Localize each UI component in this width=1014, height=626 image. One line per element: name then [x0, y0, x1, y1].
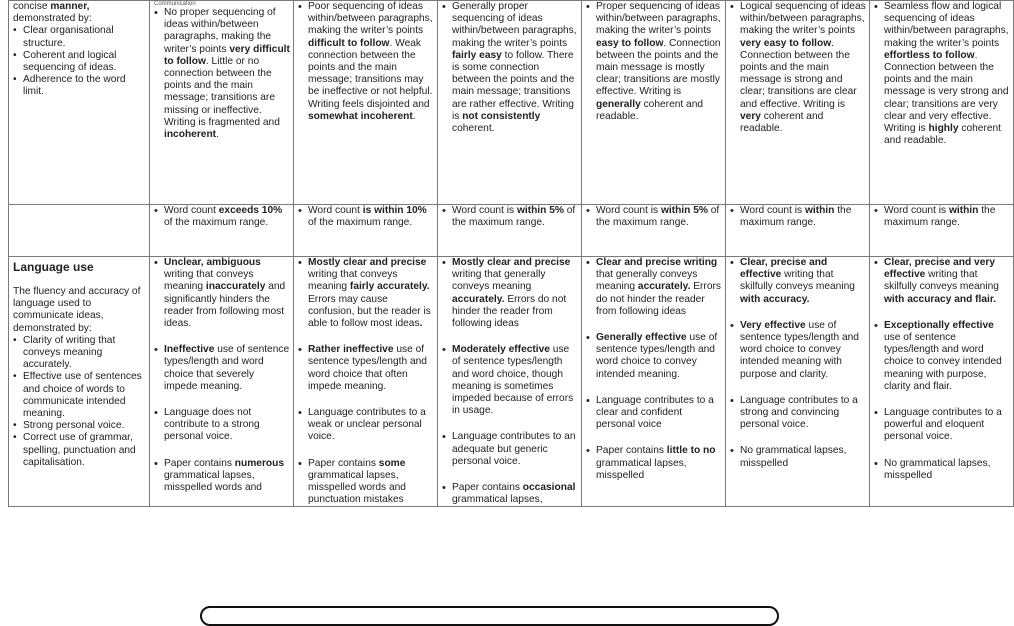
- sentence-descriptor: • Exceptionally effective use of sentence types/length and word choice to convey intended meaning with purpose, clarity and flair.: [874, 320, 1010, 393]
- criterion-point: • Strong personal voice.: [13, 420, 146, 432]
- voice-descriptor: • Language contributes to a powerful and eloquent personal voice.: [874, 407, 1010, 444]
- criterion-point: • Clarity of writing that conveys meaning accurately.: [13, 335, 146, 372]
- language-band-4: [582, 257, 726, 507]
- sentence-descriptor: • Very effective use of sentence types/length and word choice to convey intended meaning with purpose and clarity.: [730, 320, 866, 381]
- language-band-2: [294, 257, 438, 507]
- sequencing-descriptor: • No proper sequencing of ideas within/between paragraphs, making the writer’s points very difficult to follow. Little or no connection between the points and the main message; transitions are missing or ineffective. Writing is fragmented and incoherent.: [154, 7, 290, 141]
- clarity-descriptor: • Mostly clear and precise writing that generally conveys meaning accurately. Errors do not hinder the reader from following ideas: [442, 257, 578, 330]
- organisation-band-4: [582, 1, 726, 205]
- grammar-descriptor: • Paper contains some grammatical lapses, misspelled words and punctuation mistakes: [298, 458, 434, 507]
- word-count-band-5: [726, 205, 870, 257]
- word-count-band-4: [582, 205, 726, 257]
- organisation-criterion-list: [13, 25, 146, 98]
- word-count-row: [9, 205, 1014, 257]
- voice-descriptor: • Language contributes to a weak or unclear personal voice.: [298, 407, 434, 444]
- word-count-band-2: [294, 205, 438, 257]
- word-count-descriptor: • Word count exceeds 10% of the maximum range.: [154, 205, 290, 229]
- criterion-intro: concise manner,: [13, 1, 90, 12]
- word-count-band-6: [870, 205, 1014, 257]
- organisation-band-5: [726, 1, 870, 205]
- language-criterion-title: Language use: [13, 260, 94, 274]
- clarity-descriptor: • Clear and precise writing that generally conveys meaning accurately. Errors do not hinder the reader from following ideas: [586, 257, 722, 318]
- language-row: [9, 257, 1014, 507]
- sentence-descriptor: • Moderately effective use of sentence types/length and word choice, though meaning is sometimes impeded because of errors in usage.: [442, 344, 578, 417]
- word-count-criterion-cell: [9, 205, 150, 257]
- sequencing-descriptor: • Seamless flow and logical sequencing of ideas within/between paragraphs, making the writer’s points effortless to follow. Connection between the points and the main message is very strong and clear; transitions are very clear and very effective. Writing is highly coherent and readable.: [874, 1, 1010, 147]
- sentence-descriptor: • Rather ineffective use of sentence types/length and word choice that often impede meaning.: [298, 344, 434, 393]
- organisation-band-1: [150, 1, 294, 205]
- rubric-table: [8, 0, 1014, 507]
- language-band-5: [726, 257, 870, 507]
- organisation-band-3: [438, 1, 582, 205]
- language-band-1: [150, 257, 294, 507]
- clarity-descriptor: • Clear, precise and effective writing that skilfully conveys meaning with accuracy.: [730, 257, 866, 306]
- voice-descriptor: • Language contributes to a clear and confident personal voice: [586, 395, 722, 432]
- criterion-intro-2: demonstrated by:: [13, 13, 92, 25]
- grammar-descriptor: • Paper contains little to no grammatical lapses, misspelled: [586, 445, 722, 482]
- word-count-descriptor: • Word count is within 10% of the maximum range.: [298, 205, 434, 229]
- criterion-point: • Effective use of sentences and choice of words to communicate intended meaning.: [13, 371, 146, 420]
- language-criterion-description: The fluency and accuracy of language used to communicate ideas, demonstrated by:: [13, 286, 141, 334]
- grammar-descriptor: • No grammatical lapses, misspelled: [730, 445, 866, 469]
- voice-descriptor: • Language does not contribute to a strong personal voice.: [154, 407, 290, 444]
- organisation-band-2: [294, 1, 438, 205]
- organisation-criterion-cell: [9, 1, 150, 205]
- sequencing-descriptor: • Poor sequencing of ideas within/between paragraphs, making the writer’s points difficult to follow. Weak connection between the points and the main message; transitions may be ineffective or not helpful. Writing feels disjointed and somewhat incoherent.: [298, 1, 434, 123]
- word-count-descriptor: • Word count is within the maximum range.: [730, 205, 866, 229]
- sequencing-descriptor: • Generally proper sequencing of ideas within/between paragraphs, making the writer’s points fairly easy to follow. There is some connection between the points and the main message; transitions are rather effective. Writing is not consistently coherent.: [442, 1, 578, 135]
- grammar-descriptor: • No grammatical lapses, misspelled: [874, 458, 1010, 482]
- sentence-descriptor: • Generally effective use of sentence types/length and word choice to convey intended meaning.: [586, 332, 722, 381]
- voice-descriptor: • Language contributes to a strong and convincing personal voice.: [730, 395, 866, 432]
- page-navigation-bar[interactable]: [200, 606, 779, 626]
- sentence-descriptor: • Ineffective use of sentence types/length and word choice that severely impede meaning.: [154, 344, 290, 393]
- clarity-descriptor: • Mostly clear and precise writing that conveys meaning fairly accurately. Errors may cause confusion, but the reader is able to follow most ideas.: [298, 257, 434, 330]
- language-criterion-cell: [9, 257, 150, 507]
- criterion-point: • Adherence to the word limit.: [13, 74, 146, 98]
- language-criterion-list: [13, 335, 146, 469]
- clarity-descriptor: • Unclear, ambiguous writing that conveys meaning inaccurately and significantly hinders the reader from following most ideas.: [154, 257, 290, 330]
- criterion-point: • Clear organisational structure.: [13, 25, 146, 49]
- language-band-3: [438, 257, 582, 507]
- sequencing-descriptor: • Logical sequencing of ideas within/between paragraphs, making the writer’s points very easy to follow. Connection between the points and the main message is strong and clear; transitions are clear and effective. Writing is very coherent and readable.: [730, 1, 866, 135]
- criterion-point: • Correct use of grammar, spelling, punctuation and capitalisation.: [13, 432, 146, 469]
- grammar-descriptor: • Paper contains numerous grammatical lapses, misspelled words and: [154, 458, 290, 495]
- organisation-row: [9, 1, 1014, 205]
- grammar-descriptor: • Paper contains occasional grammatical lapses,: [442, 482, 578, 506]
- word-count-descriptor: • Word count is within 5% of the maximum range.: [586, 205, 722, 229]
- word-count-descriptor: • Word count is within the maximum range.: [874, 205, 1010, 229]
- cut-header-text: Communication: [154, 1, 196, 7]
- sequencing-descriptor: • Proper sequencing of ideas within/between paragraphs, making the writer’s points easy to follow. Connection between the points and the main message is mostly clear; transitions are mostly effective. Writing is generally coherent and readable.: [586, 1, 722, 123]
- word-count-descriptor: • Word count is within 5% of the maximum range.: [442, 205, 578, 229]
- voice-descriptor: • Language contributes to an adequate but generic personal voice.: [442, 431, 578, 468]
- word-count-band-3: [438, 205, 582, 257]
- language-band-6: [870, 257, 1014, 507]
- clarity-descriptor: • Clear, precise and very effective writing that skilfully conveys meaning with accuracy and flair.: [874, 257, 1010, 306]
- criterion-point: • Coherent and logical sequencing of ideas.: [13, 50, 146, 74]
- word-count-band-1: [150, 205, 294, 257]
- organisation-band-6: [870, 1, 1014, 205]
